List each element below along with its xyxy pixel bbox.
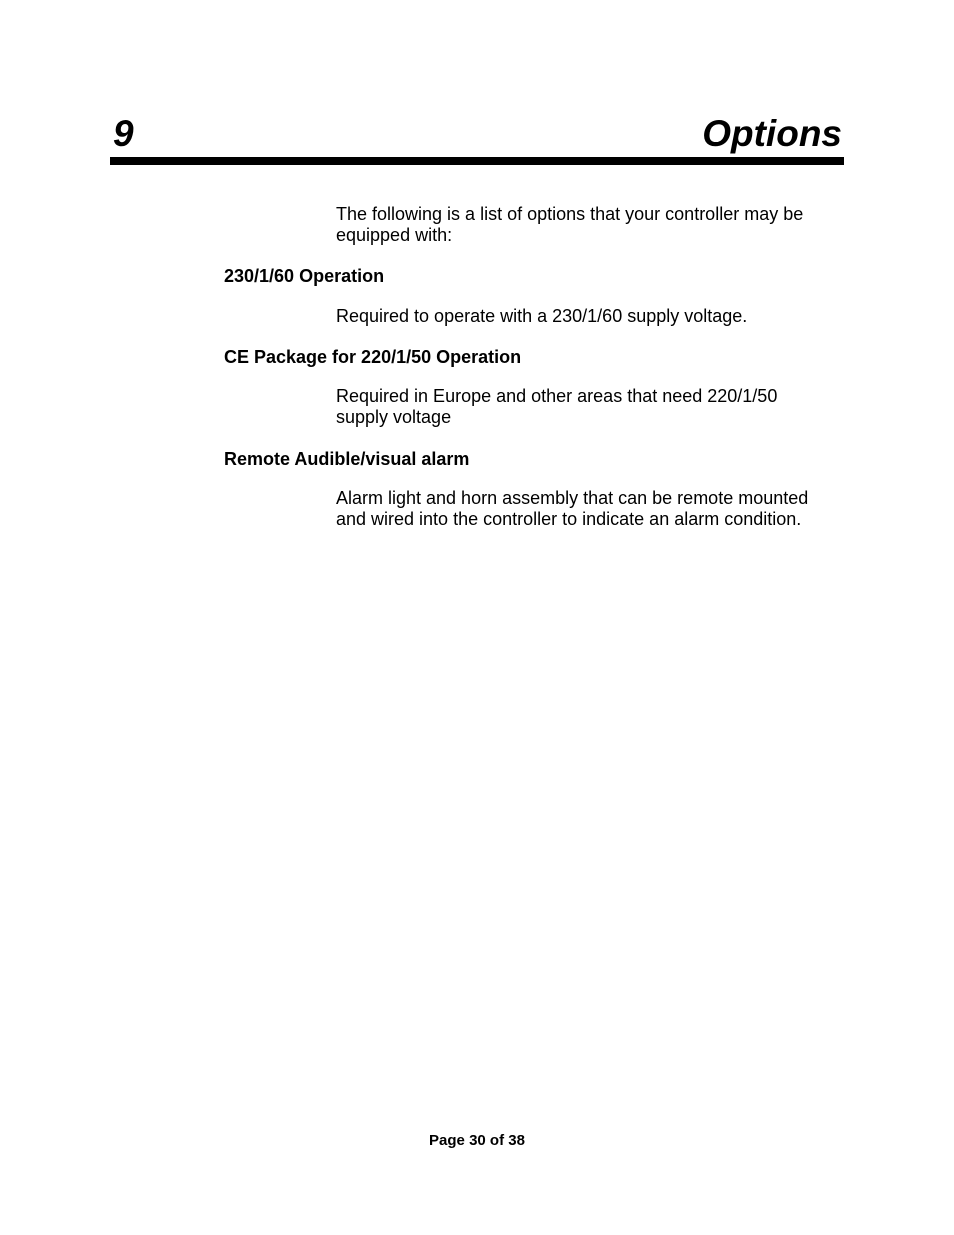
chapter-header: [110, 112, 844, 156]
option-description-ce-package: Required in Europe and other areas that need 220/1/50 supply voltage: [336, 386, 778, 427]
chapter-title: Options: [702, 113, 842, 154]
option-heading-remote-alarm: Remote Audible/visual alarm: [224, 449, 470, 469]
option-heading-230-1-60: 230/1/60 Operation: [224, 266, 385, 286]
header-rule: [110, 157, 844, 165]
chapter-number: 9: [113, 113, 134, 154]
option-description-230-1-60: Required to operate with a 230/1/60 supply voltage.: [336, 306, 748, 326]
intro-paragraph: The following is a list of options that your controller may be equipped with:: [336, 204, 804, 245]
page-footer: Page 30 of 38: [429, 1132, 525, 1149]
option-description-remote-alarm: Alarm light and horn assembly that can be remote mounted and wired into the controller to indicate an alarm condition.: [336, 488, 809, 529]
option-heading-ce-package: CE Package for 220/1/50 Operation: [224, 347, 522, 367]
